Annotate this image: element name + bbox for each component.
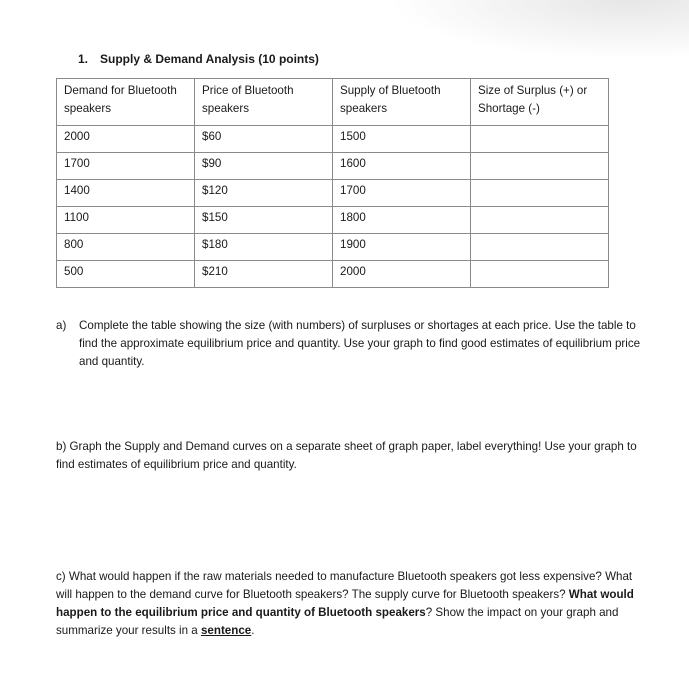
price-cell: $180 [195, 234, 333, 261]
price-cell: $210 [195, 261, 333, 288]
surplus-cell[interactable] [471, 180, 609, 207]
header-supply: Supply of Bluetooth speakers [333, 79, 471, 126]
supply-cell: 1900 [333, 234, 471, 261]
price-cell: $150 [195, 207, 333, 234]
price-cell: $90 [195, 153, 333, 180]
question-c-bold-text: What would happen to the equilibrium price and quantity of Bluetooth speakers [56, 588, 634, 619]
supply-cell: 1800 [333, 207, 471, 234]
demand-cell: 800 [57, 234, 195, 261]
surplus-cell[interactable] [471, 234, 609, 261]
supply-cell: 1500 [333, 126, 471, 153]
price-cell: $60 [195, 126, 333, 153]
table-header-row [57, 79, 609, 126]
surplus-cell[interactable] [471, 261, 609, 288]
question-number: 1. [78, 52, 89, 66]
table-row [57, 234, 609, 261]
question-a-label: a) [56, 319, 67, 332]
table-row [57, 207, 609, 234]
question-a [56, 317, 646, 371]
header-surplus-shortage: Size of Surplus (+) or Shortage (-) [471, 79, 609, 126]
demand-cell: 1700 [57, 153, 195, 180]
supply-demand-table [56, 78, 609, 288]
question-title [78, 52, 319, 66]
supply-cell: 1600 [333, 153, 471, 180]
question-a-text: Complete the table showing the size (with numbers) of surpluses or shortages at each price. Use the table to find the approximate equilibrium price and quantity. Use your graph to find good estimates of equilibrium price and quantity. [79, 319, 641, 368]
supply-cell: 1700 [333, 180, 471, 207]
surplus-cell[interactable] [471, 207, 609, 234]
surplus-cell[interactable] [471, 126, 609, 153]
header-price: Price of Bluetooth speakers [195, 79, 333, 126]
question-c-end: . [251, 624, 255, 637]
price-cell: $120 [195, 180, 333, 207]
table-row [57, 126, 609, 153]
supply-cell: 2000 [333, 261, 471, 288]
table-row [57, 153, 609, 180]
table-row [57, 180, 609, 207]
demand-cell: 1100 [57, 207, 195, 234]
demand-cell: 500 [57, 261, 195, 288]
page-shadow [389, 0, 689, 60]
question-title-text: Supply & Demand Analysis (10 points) [100, 52, 319, 66]
question-c [56, 568, 646, 640]
question-b: b) Graph the Supply and Demand curves on a separate sheet of graph paper, label everything! Use your graph to find estimates of equilibrium price and quantity. [56, 440, 637, 471]
demand-cell: 2000 [57, 126, 195, 153]
header-demand: Demand for Bluetooth speakers [57, 79, 195, 126]
question-c-text-2: ? Show the impact on your graph and summarize your results in a [56, 606, 619, 637]
question-c-text: c) What would happen if the raw materials needed to manufacture Bluetooth speakers got less expensive? What will happen to the demand curve for Bluetooth speakers? The supply curve for Bluetooth speakers? [56, 570, 633, 601]
demand-cell: 1400 [57, 180, 195, 207]
question-c-underlined-word: sentence [200, 624, 252, 637]
surplus-cell[interactable] [471, 153, 609, 180]
table-row [57, 261, 609, 288]
